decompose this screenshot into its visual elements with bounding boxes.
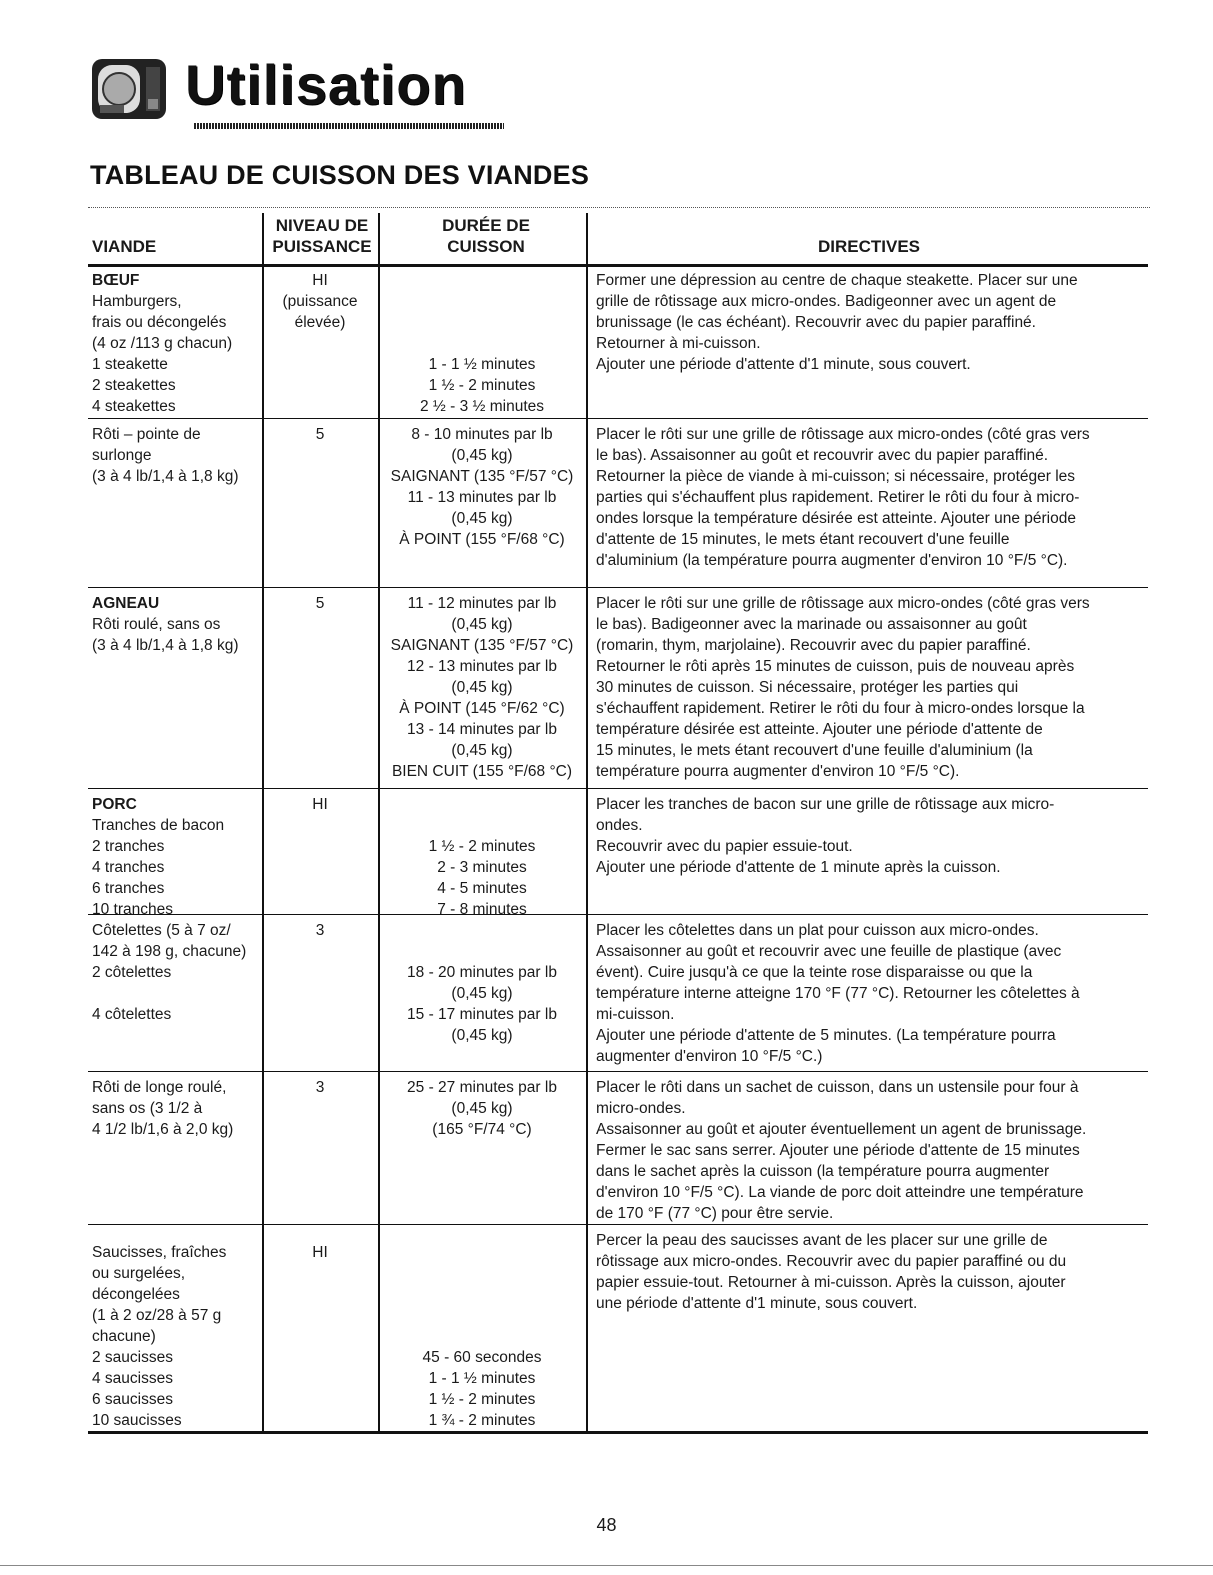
cell-line: 15 minutes, le mets étant recouvert d'une feuille d'aluminium (la <box>596 742 1033 759</box>
cell-line <box>380 333 584 354</box>
col-header-duree <box>384 215 588 257</box>
cell-line: Saucisses, fraîches <box>92 1244 227 1261</box>
col-header-duree-line1: DURÉE DE <box>442 216 530 235</box>
cell-duree <box>380 920 584 1046</box>
cell-line: Tranches de bacon <box>92 817 225 834</box>
divider <box>88 207 1150 208</box>
cell-line: Recouvrir avec du papier essuie-tout. <box>596 838 853 855</box>
cell-line: le bas). Assaisonner au goût et recouvrir avec du papier paraffiné. <box>596 447 1049 464</box>
cell-directives <box>596 794 1148 878</box>
cell-line: 3 <box>315 922 325 939</box>
cell-line: (3 à 4 lb/1,4 à 1,8 kg) <box>92 468 239 485</box>
page-number: 48 <box>596 1515 617 1535</box>
cell-line: (0,45 kg) <box>451 616 513 633</box>
cell-line <box>92 983 260 1004</box>
cell-line: Retourner le rôti après 15 minutes de cuisson, puis de nouveau après <box>596 658 1075 675</box>
cell-line: une période d'attente d'1 minute, sous couvert. <box>596 1295 918 1312</box>
row-divider <box>88 1071 1148 1072</box>
bottom-rule <box>0 1565 1213 1566</box>
cell-line: (165 °F/74 °C) <box>432 1121 532 1138</box>
cell-line: évent). Cuire jusqu'à ce que la teinte rose disparaisse ou que la <box>596 964 1033 981</box>
cell-line: 4 1/2 lb/1,6 à 2,0 kg) <box>92 1121 234 1138</box>
cell-directives <box>596 270 1148 375</box>
cell-line: parties qui s'échauffent plus rapidement. Retirer le rôti du four à micro- <box>596 489 1080 506</box>
header-title: Utilisation <box>185 53 467 116</box>
cell-line: AGNEAU <box>92 595 160 612</box>
cell-line <box>380 312 584 333</box>
row-divider <box>88 788 1148 789</box>
cell-line: HI <box>312 1244 328 1261</box>
cell-line: 6 tranches <box>92 880 165 897</box>
cell-line: (3 à 4 lb/1,4 à 1,8 kg) <box>92 637 239 654</box>
cell-line: 2 steakettes <box>92 377 176 394</box>
cell-line: 5 <box>315 595 325 612</box>
cell-line: Ajouter une période d'attente de 5 minutes. (La température pourra <box>596 1027 1056 1044</box>
col-header-duree-line2: CUISSON <box>447 237 525 256</box>
cell-directives <box>596 424 1148 571</box>
cell-line <box>380 1242 584 1263</box>
col-header-viande: VIANDE <box>92 237 157 256</box>
cell-line: température pourra augmenter d'environ 10 °F/5 °C). <box>596 763 960 780</box>
cell-line: (romarin, thym, marjolaine). Recouvrir avec du papier paraffiné. <box>596 637 1031 654</box>
col-header-niveau-line2: PUISSANCE <box>272 237 372 256</box>
cell-line: (0,45 kg) <box>451 985 513 1002</box>
cell-niveau <box>264 593 376 614</box>
cell-viande <box>92 1077 260 1140</box>
row-divider <box>88 587 1148 588</box>
cell-line: Former une dépression au centre de chaque steakette. Placer sur une <box>596 272 1078 289</box>
cell-niveau <box>264 794 376 815</box>
cell-line: 2 côtelettes <box>92 964 172 981</box>
cell-line: 1 ½ - 2 minutes <box>428 838 536 855</box>
cell-line: 1 ½ - 2 minutes <box>428 1391 536 1408</box>
cell-line: mi-cuisson. <box>596 1006 675 1023</box>
cell-line: 45 - 60 secondes <box>422 1349 542 1366</box>
header-rule <box>88 264 1148 267</box>
cell-line: décongelées <box>92 1286 180 1303</box>
cell-line: (0,45 kg) <box>451 742 513 759</box>
cell-line: (0,45 kg) <box>451 679 513 696</box>
cell-line: 4 côtelettes <box>92 1006 172 1023</box>
cell-line: (4 oz /113 g chacun) <box>92 335 233 352</box>
cell-line: 1 steakette <box>92 356 168 373</box>
cell-niveau <box>264 920 376 941</box>
cell-line: 30 minutes de cuisson. Si nécessaire, protéger les parties qui <box>596 679 1019 696</box>
cell-line: d'attente de 15 minutes, le mets étant recouvert d'une feuille <box>596 531 1010 548</box>
cell-line: 25 - 27 minutes par lb <box>407 1079 557 1096</box>
cell-line: ou surgelées, <box>92 1265 186 1282</box>
cell-line: 1 - 1 ½ minutes <box>428 1370 536 1387</box>
cell-line: d'environ 10 °F/5 °C). La viande de porc doit atteindre une température <box>596 1184 1084 1201</box>
cell-line: HI <box>312 272 328 289</box>
cell-line: d'aluminium (la température pourra augmenter d'environ 10 °F/5 °C). <box>596 552 1068 569</box>
cell-line: SAIGNANT (135 °F/57 °C) <box>390 637 574 654</box>
cell-line: 11 - 12 minutes par lb <box>407 595 557 612</box>
cell-line: 18 - 20 minutes par lb <box>407 964 557 981</box>
cell-line <box>380 270 584 291</box>
cell-line: 12 - 13 minutes par lb <box>407 658 557 675</box>
cell-line: ondes. <box>596 817 643 834</box>
cell-line: rôtissage aux micro-ondes. Recouvrir avec du papier paraffiné ou du <box>596 1253 1067 1270</box>
cell-line: Rôti roulé, sans os <box>92 616 221 633</box>
cell-line: 4 steakettes <box>92 398 176 415</box>
cell-viande <box>92 1242 260 1431</box>
cell-line: Rôti de longe roulé, <box>92 1079 227 1096</box>
cell-line: 1 ¾ - 2 minutes <box>428 1412 536 1429</box>
col-header-niveau-line1: NIVEAU DE <box>275 216 369 235</box>
cell-line: dans le sachet après la cuisson (la température pourra augmenter <box>596 1163 1050 1180</box>
cell-line: À POINT (145 °F/62 °C) <box>399 700 565 717</box>
microwave-icon <box>90 55 170 125</box>
cell-directives <box>596 1230 1148 1314</box>
cell-line: BŒUF <box>92 272 140 289</box>
cell-line: surlonge <box>92 447 152 464</box>
table-bottom-rule <box>88 1431 1148 1434</box>
cell-line: Placer le rôti sur une grille de rôtissage aux micro-ondes (côté gras vers <box>596 426 1090 443</box>
cell-viande <box>92 794 260 920</box>
cell-line: SAIGNANT (135 °F/57 °C) <box>390 468 574 485</box>
cell-line: Placer les tranches de bacon sur une grille de rôtissage aux micro- <box>596 796 1055 813</box>
cell-line: Côtelettes (5 à 7 oz/ <box>92 922 231 939</box>
cell-line: 142 à 198 g, chacune) <box>92 943 247 960</box>
cell-line: 13 - 14 minutes par lb <box>407 721 557 738</box>
cell-line: Hamburgers, <box>92 293 182 310</box>
cell-line: de 170 °F (77 °C) pour être servie. <box>596 1205 834 1222</box>
cell-line: Rôti – pointe de <box>92 426 201 443</box>
cell-line: Ajouter une période d'attente d'1 minute, sous couvert. <box>596 356 971 373</box>
cell-duree <box>380 1077 584 1140</box>
cell-line: s'échauffent rapidement. Retirer le rôti du four à micro-ondes lorsque la <box>596 700 1085 717</box>
cell-niveau <box>264 270 376 333</box>
cell-niveau <box>264 1242 376 1263</box>
cell-line <box>380 1263 584 1284</box>
cell-viande <box>92 920 260 1025</box>
cell-line <box>380 920 584 941</box>
cell-line: 2 ½ - 3 ½ minutes <box>419 398 545 415</box>
cell-duree <box>380 593 584 782</box>
cell-line: 3 <box>315 1079 325 1096</box>
cell-duree <box>380 424 584 550</box>
cell-line: 5 <box>315 426 325 443</box>
cell-line: 10 saucisses <box>92 1412 182 1429</box>
cell-niveau <box>264 1077 376 1098</box>
cell-line: (0,45 kg) <box>451 1100 513 1117</box>
cell-line: 15 - 17 minutes par lb <box>407 1006 557 1023</box>
cell-line: brunissage (le cas échéant). Recouvrir avec du papier paraffiné. <box>596 314 1036 331</box>
cell-line: Assaisonner au goût et recouvrir avec une feuille de plastique (avec <box>596 943 1062 960</box>
cell-line <box>380 291 584 312</box>
cell-duree <box>380 794 584 920</box>
cell-line: (0,45 kg) <box>451 510 513 527</box>
cell-line: Percer la peau des saucisses avant de les placer sur une grille de <box>596 1232 1048 1249</box>
cell-viande <box>92 424 260 487</box>
cell-line: température interne atteigne 170 °F (77 °C). Retourner les côtelettes à <box>596 985 1080 1002</box>
cell-viande <box>92 593 260 656</box>
cell-line: (0,45 kg) <box>451 447 513 464</box>
cell-line: Placer les côtelettes dans un plat pour cuisson aux micro-ondes. <box>596 922 1039 939</box>
cell-line: HI <box>312 796 328 813</box>
cell-line: 2 tranches <box>92 838 165 855</box>
col-header-directives: DIRECTIVES <box>817 237 921 256</box>
col-divider <box>586 213 588 1433</box>
row-divider <box>88 418 1148 419</box>
cell-line: 4 - 5 minutes <box>437 880 527 897</box>
cell-line: 7 - 8 minutes <box>437 901 527 918</box>
cell-line: frais ou décongelés <box>92 314 227 331</box>
cell-line: (0,45 kg) <box>451 1027 513 1044</box>
cell-directives <box>596 593 1148 782</box>
cell-line <box>380 815 584 836</box>
cell-line: 4 saucisses <box>92 1370 173 1387</box>
cell-line: Placer le rôti dans un sachet de cuisson, dans un ustensile pour four à <box>596 1079 1079 1096</box>
cell-niveau <box>264 424 376 445</box>
cell-line: BIEN CUIT (155 °F/68 °C) <box>391 763 573 780</box>
cell-viande <box>92 270 260 417</box>
cell-line: (1 à 2 oz/28 à 57 g <box>92 1307 222 1324</box>
cell-line <box>380 1305 584 1326</box>
row-divider <box>88 1224 1148 1225</box>
cell-line: 6 saucisses <box>92 1391 173 1408</box>
cell-line: grille de rôtissage aux micro-ondes. Badigeonner avec un agent de <box>596 293 1057 310</box>
cell-line: Assaisonner au goût et ajouter éventuellement un agent de brunissage. <box>596 1121 1087 1138</box>
cell-line: Fermer le sac sans serrer. Ajouter une période d'attente de 15 minutes <box>596 1142 1080 1159</box>
cell-line <box>380 1326 584 1347</box>
cell-line: PORC <box>92 796 137 813</box>
cell-line <box>380 1284 584 1305</box>
cell-line: papier essuie-tout. Retourner à mi-cuisson. Après la cuisson, ajouter <box>596 1274 1066 1291</box>
cell-line: 4 tranches <box>92 859 165 876</box>
cell-directives <box>596 1077 1148 1224</box>
cell-directives <box>596 920 1148 1067</box>
cell-line: température désirée est atteinte. Ajouter une période d'attente de <box>596 721 1043 738</box>
cell-line: À POINT (155 °F/68 °C) <box>399 531 565 548</box>
section-title: TABLEAU DE CUISSON DES VIANDES <box>90 160 590 190</box>
page-header <box>90 50 510 135</box>
cell-line: 11 - 13 minutes par lb <box>407 489 557 506</box>
col-header-niveau <box>262 215 382 257</box>
cell-line: 1 ½ - 2 minutes <box>428 377 536 394</box>
cell-line: micro-ondes. <box>596 1100 686 1117</box>
header-underline <box>194 123 504 129</box>
cell-line: ondes lorsque la température désirée est atteinte. Ajouter une période <box>596 510 1076 527</box>
cell-duree <box>380 270 584 417</box>
cell-line: le bas). Badigeonner avec la marinade ou assaisonner au goût <box>596 616 1027 633</box>
cell-line: élevée) <box>294 314 346 331</box>
cell-line: Placer le rôti sur une grille de rôtissage aux micro-ondes (côté gras vers <box>596 595 1090 612</box>
cell-line: 2 - 3 minutes <box>437 859 527 876</box>
cell-line: Retourner à mi-cuisson. <box>596 335 761 352</box>
cell-line: 2 saucisses <box>92 1349 173 1366</box>
cell-line <box>380 794 584 815</box>
cell-line <box>380 941 584 962</box>
cell-line: augmenter d'environ 10 °F/5 °C.) <box>596 1048 823 1065</box>
cell-line: 10 tranches <box>92 901 173 918</box>
cell-line: 8 - 10 minutes par lb <box>411 426 553 443</box>
cell-line: chacune) <box>92 1328 156 1345</box>
cell-line: sans os (3 1/2 à <box>92 1100 203 1117</box>
cell-line: Ajouter une période d'attente de 1 minute après la cuisson. <box>596 859 1001 876</box>
cell-line: (puissance <box>282 293 358 310</box>
cell-duree <box>380 1242 584 1431</box>
cell-line: Retourner la pièce de viande à mi-cuisson; si nécessaire, protéger les <box>596 468 1076 485</box>
cell-line: 1 - 1 ½ minutes <box>428 356 536 373</box>
